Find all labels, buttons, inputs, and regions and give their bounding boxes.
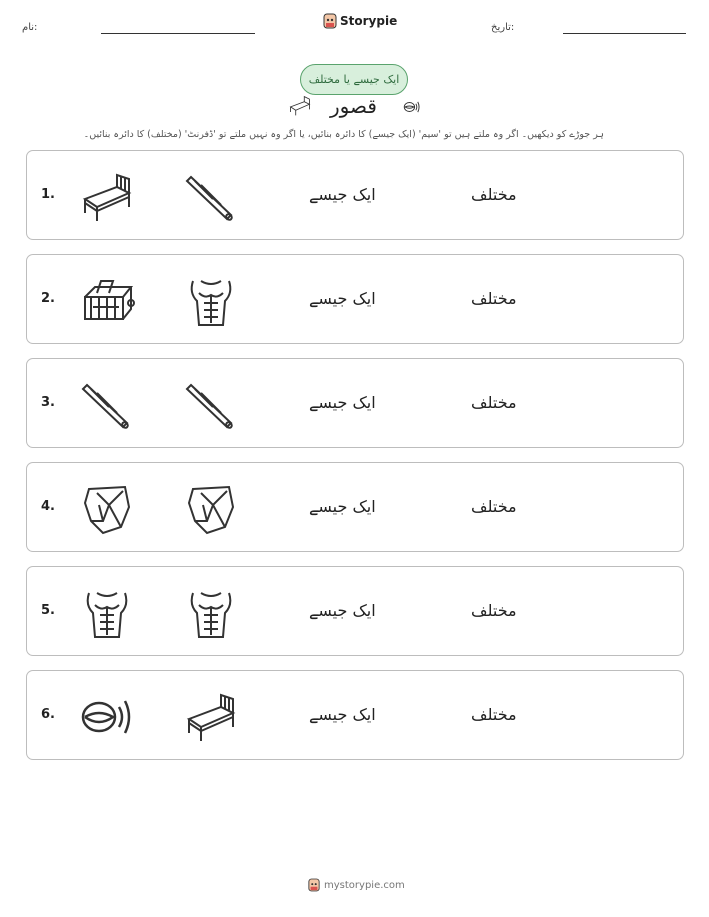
stick-icon <box>79 377 135 433</box>
date-label: تاریخ: <box>491 22 515 33</box>
bed-icon <box>283 94 317 118</box>
chest-icon <box>79 585 135 641</box>
mascot-icon <box>308 878 320 892</box>
option-same[interactable]: ایک جیسے <box>309 705 376 724</box>
name-line[interactable] <box>101 33 255 34</box>
title-word: قصور <box>330 94 377 118</box>
question-card <box>26 150 684 240</box>
question-number: 4. <box>41 499 55 514</box>
option-same[interactable]: ایک جیسے <box>309 601 376 620</box>
stick-icon <box>183 169 239 225</box>
question-number: 2. <box>41 291 55 306</box>
question-number: 1. <box>41 187 55 202</box>
bed-icon <box>183 689 239 745</box>
stick-icon <box>183 377 239 433</box>
bed-icon <box>79 169 135 225</box>
instructions: ہر جوڑے کو دیکھیں۔ اگر وہ ملتے ہیں تو 'سیم' (ایک جیسے) کا دائرہ بنائیں، یا اگر وہ نہیں ملتے تو 'ڈفرنٹ' (مختلف) کا دائرہ بنائیں۔ <box>83 129 604 140</box>
title-pill: ایک جیسے یا مختلف <box>300 64 408 95</box>
option-different[interactable]: مختلف <box>471 601 517 620</box>
toy-box-icon <box>79 273 135 329</box>
option-different[interactable]: مختلف <box>471 289 517 308</box>
option-same[interactable]: ایک جیسے <box>309 393 376 412</box>
option-different[interactable]: مختلف <box>471 497 517 516</box>
question-number: 3. <box>41 395 55 410</box>
question-card <box>26 358 684 448</box>
question-number: 5. <box>41 603 55 618</box>
date-line[interactable] <box>563 33 686 34</box>
option-same[interactable]: ایک جیسے <box>309 289 376 308</box>
chest-icon <box>183 585 239 641</box>
option-different[interactable]: مختلف <box>471 393 517 412</box>
option-different[interactable]: مختلف <box>471 185 517 204</box>
question-card <box>26 254 684 344</box>
option-same[interactable]: ایک جیسے <box>309 497 376 516</box>
footer <box>308 878 405 892</box>
footer-site: mystorypie.com <box>324 879 405 891</box>
storypie-logo <box>323 13 397 29</box>
mouth-sound-icon <box>400 98 424 116</box>
chest-icon <box>183 273 239 329</box>
question-card <box>26 462 684 552</box>
mascot-icon <box>323 13 337 29</box>
question-card <box>26 566 684 656</box>
title-row <box>280 92 430 122</box>
brand-name: Storypie <box>340 14 398 28</box>
question-number: 6. <box>41 707 55 722</box>
option-same[interactable]: ایک جیسے <box>309 185 376 204</box>
rock-icon <box>183 481 239 537</box>
question-card <box>26 670 684 760</box>
option-different[interactable]: مختلف <box>471 705 517 724</box>
rock-icon <box>79 481 135 537</box>
mouth-sound-icon <box>79 689 135 745</box>
name-label: نام: <box>22 22 38 33</box>
